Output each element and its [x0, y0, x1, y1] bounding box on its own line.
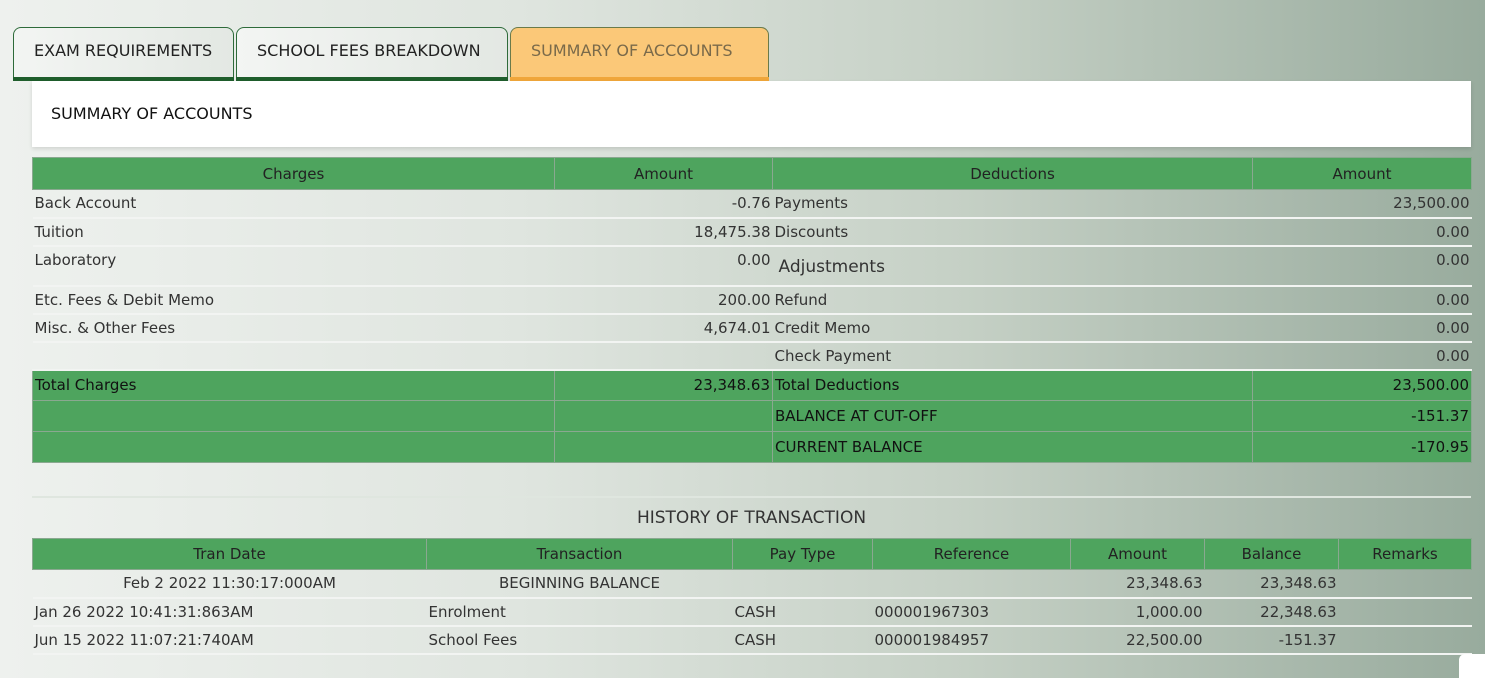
- tran-date: Feb 2 2022 11:30:17:000AM: [33, 570, 427, 598]
- charge-amount: 4,674.01: [555, 314, 773, 342]
- table-row: [33, 598, 1472, 626]
- pay-type: [733, 570, 873, 598]
- tab-school-fees-breakdown[interactable]: SCHOOL FEES BREAKDOWN: [236, 27, 508, 81]
- history-table: [32, 538, 1472, 655]
- charge-label: Misc. & Other Fees: [33, 314, 555, 342]
- balance: 23,348.63: [1205, 570, 1339, 598]
- reference: [873, 570, 1071, 598]
- table-row: [33, 246, 1472, 286]
- table-row: [33, 190, 1472, 218]
- total-deductions-value: 23,500.00: [1253, 370, 1472, 401]
- table-row: [33, 286, 1472, 314]
- deduction-label: Discounts: [773, 218, 1253, 246]
- amount: 23,348.63: [1071, 570, 1205, 598]
- current-balance-row: [33, 432, 1472, 463]
- deduction-amount-header: Amount: [1253, 158, 1472, 190]
- deduction-label: Check Payment: [773, 342, 1253, 370]
- reference-header: Reference: [873, 539, 1071, 570]
- deduction-amount: 0.00: [1253, 342, 1472, 370]
- deduction-label: Payments: [773, 190, 1253, 218]
- charge-label: Laboratory: [33, 246, 555, 286]
- tran-date-header: Tran Date: [33, 539, 427, 570]
- amount: 1,000.00: [1071, 598, 1205, 626]
- table-row: [33, 342, 1472, 370]
- pay-type: CASH: [733, 626, 873, 654]
- charge-amount: [555, 342, 773, 370]
- deduction-amount: 0.00: [1253, 246, 1472, 286]
- corner-widget: [1459, 654, 1485, 678]
- panel-title: SUMMARY OF ACCOUNTS: [51, 104, 253, 123]
- charge-label: Tuition: [33, 218, 555, 246]
- table-row: [33, 626, 1472, 654]
- deduction-amount: 23,500.00: [1253, 190, 1472, 218]
- remarks: [1339, 598, 1472, 626]
- history-title: HISTORY OF TRANSACTION: [32, 496, 1471, 538]
- balance-header: Balance: [1205, 539, 1339, 570]
- transaction: Enrolment: [427, 598, 733, 626]
- charge-amount: -0.76: [555, 190, 773, 218]
- amount: 22,500.00: [1071, 626, 1205, 654]
- accounts-table: [32, 157, 1472, 463]
- tran-date: Jan 26 2022 10:41:31:863AM: [33, 598, 427, 626]
- amount-header: Amount: [1071, 539, 1205, 570]
- remarks: [1339, 626, 1472, 654]
- charge-label: Etc. Fees & Debit Memo: [33, 286, 555, 314]
- total-charges-value: 23,348.63: [555, 370, 773, 401]
- charge-label: Back Account: [33, 190, 555, 218]
- table-row: [33, 218, 1472, 246]
- balance-cutoff-label: BALANCE AT CUT-OFF: [773, 401, 1253, 432]
- deduction-label: Refund: [773, 286, 1253, 314]
- current-balance-value: -170.95: [1253, 432, 1472, 463]
- deduction-label: Adjustments: [778, 256, 885, 277]
- remarks-header: Remarks: [1339, 539, 1472, 570]
- tran-date: Jun 15 2022 11:07:21:740AM: [33, 626, 427, 654]
- deduction-label-cell: [773, 246, 1253, 286]
- current-balance-label: CURRENT BALANCE: [773, 432, 1253, 463]
- balance: -151.37: [1205, 626, 1339, 654]
- remarks: [1339, 570, 1472, 598]
- table-row: [33, 314, 1472, 342]
- reference: 000001967303: [873, 598, 1071, 626]
- cutoff-row: [33, 401, 1472, 432]
- transaction-header: Transaction: [427, 539, 733, 570]
- balance: 22,348.63: [1205, 598, 1339, 626]
- charges-header: Charges: [33, 158, 555, 190]
- deduction-amount: 0.00: [1253, 218, 1472, 246]
- tab-summary-of-accounts[interactable]: SUMMARY OF ACCOUNTS: [510, 27, 769, 81]
- charge-amount-header: Amount: [555, 158, 773, 190]
- tab-bar: [13, 27, 771, 81]
- pay-type: CASH: [733, 598, 873, 626]
- reference: 000001984957: [873, 626, 1071, 654]
- pay-type-header: Pay Type: [733, 539, 873, 570]
- panel-header: [32, 81, 1471, 147]
- charge-label: [33, 342, 555, 370]
- total-charges-label: Total Charges: [33, 370, 555, 401]
- transaction: BEGINNING BALANCE: [427, 570, 733, 598]
- deduction-amount: 0.00: [1253, 314, 1472, 342]
- table-row: [33, 570, 1472, 598]
- deductions-header: Deductions: [773, 158, 1253, 190]
- charge-amount: 18,475.38: [555, 218, 773, 246]
- balance-cutoff-value: -151.37: [1253, 401, 1472, 432]
- deduction-label: Credit Memo: [773, 314, 1253, 342]
- deduction-amount: 0.00: [1253, 286, 1472, 314]
- charge-amount: 0.00: [555, 246, 773, 286]
- totals-row: [33, 370, 1472, 401]
- tab-exam-requirements[interactable]: EXAM REQUIREMENTS: [13, 27, 234, 81]
- charge-amount: 200.00: [555, 286, 773, 314]
- transaction: School Fees: [427, 626, 733, 654]
- total-deductions-label: Total Deductions: [773, 370, 1253, 401]
